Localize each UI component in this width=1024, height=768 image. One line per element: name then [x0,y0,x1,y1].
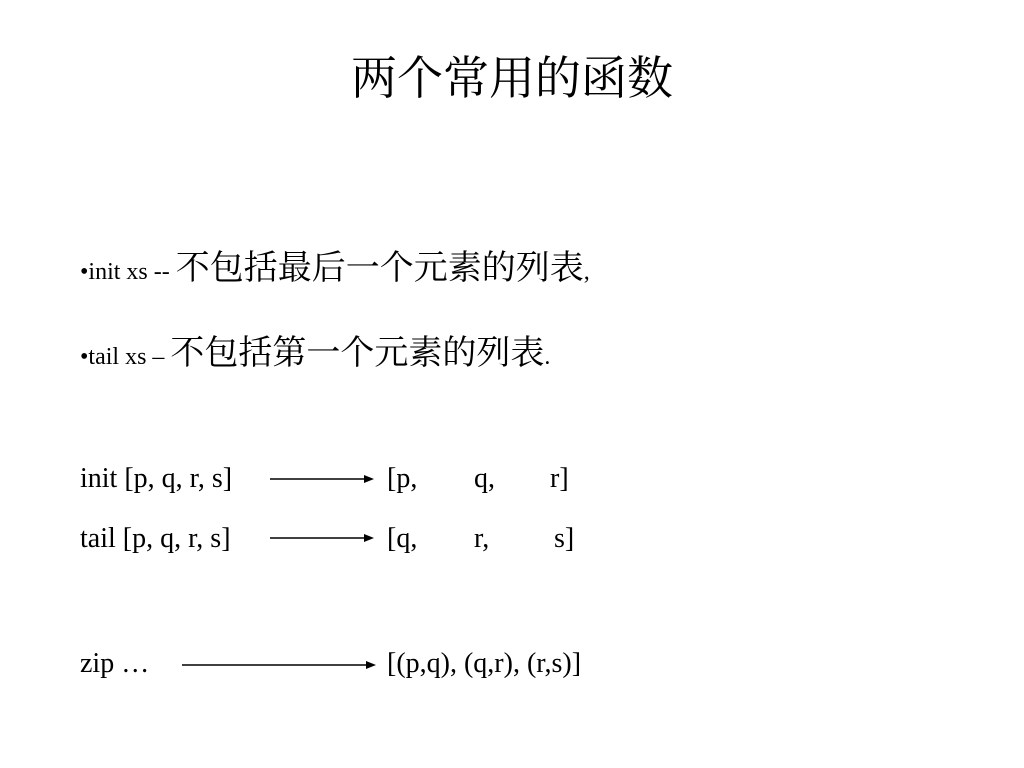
arrow-right-icon [270,469,376,489]
example-tail-result-item: r, [474,523,490,554]
bullet-code: init xs [88,259,148,285]
bullet-description: 不包括第一个元素的列表 [170,333,545,373]
example-init-result-item: r] [550,463,569,494]
bullet-tail [80,333,550,377]
example-init-result-item: [p, [387,463,418,494]
bullet-marker: • [80,259,89,285]
bullet-marker: • [80,344,89,370]
example-tail-result-item: s] [554,523,575,554]
example-zip-result: [(p,q), (q,r), (r,s)] [387,648,582,679]
bullet-description: 不包括最后一个元素的列表 [175,248,584,288]
example-tail-result-item: [q, [387,523,418,554]
slide-title: 两个常用的函数 [351,51,673,105]
bullet-punctuation: , [583,259,590,285]
example-tail-expression: tail [p, q, r, s] [80,523,231,554]
bullet-punctuation: . [544,344,551,370]
arrow-right-icon [182,655,378,675]
bullet-code: tail xs [88,344,147,370]
bullet-dash: – [146,344,171,370]
example-init-result-item: q, [474,463,495,494]
bullet-dash: -- [147,259,176,285]
example-zip-expression: zip … [80,648,150,679]
bullet-init [80,248,590,292]
arrow-right-icon [270,528,376,548]
example-init-expression: init [p, q, r, s] [80,463,233,494]
